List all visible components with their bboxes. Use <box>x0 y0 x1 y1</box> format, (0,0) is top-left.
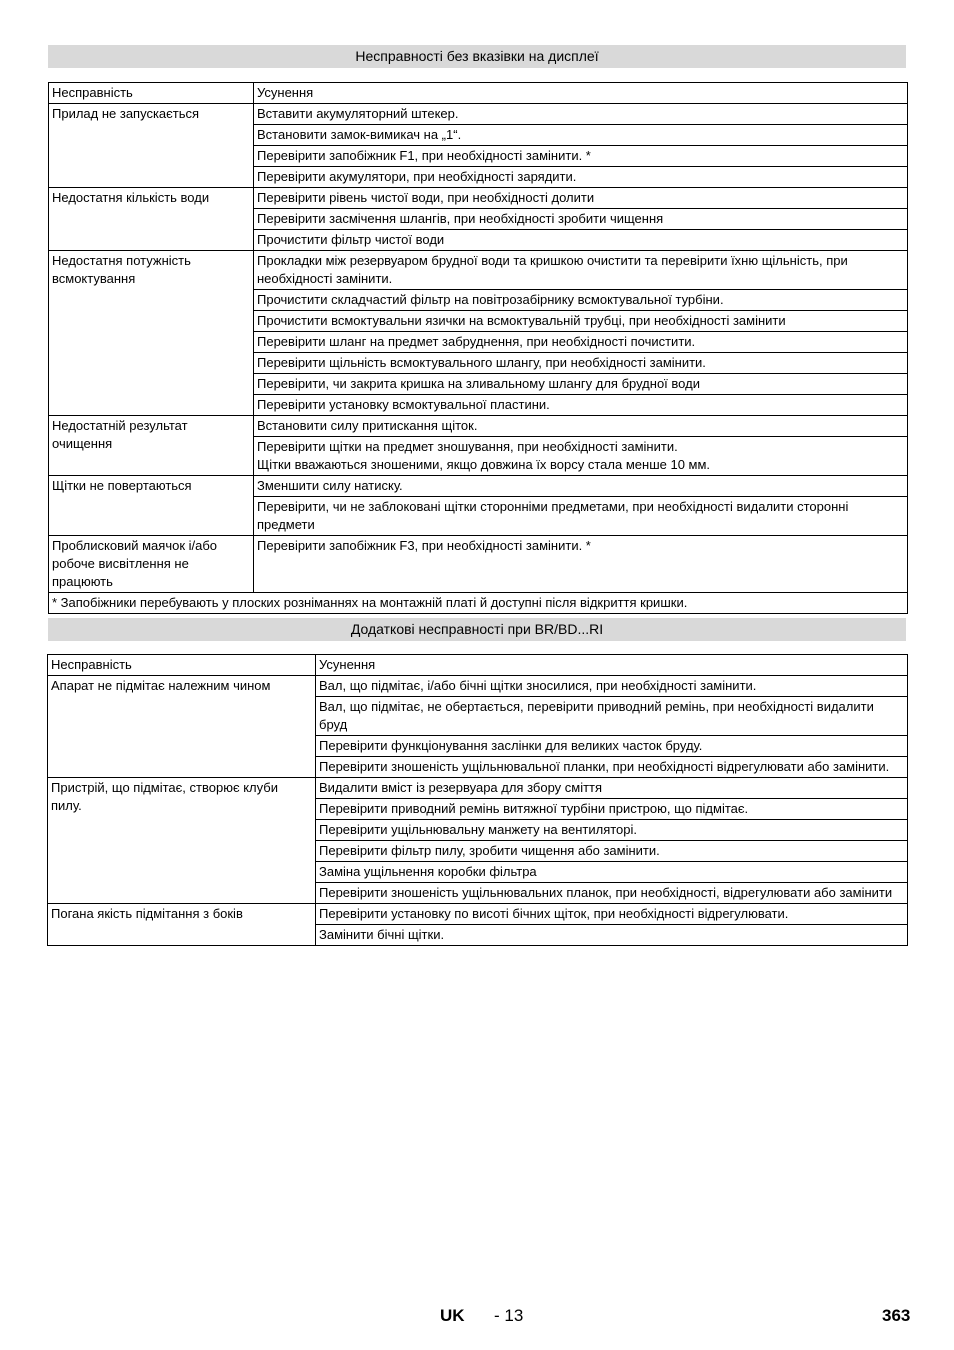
footnote: * Запобіжники перебувають у плоских розніманнях на монтажній платі й доступні після відкриття кришки. <box>49 593 908 614</box>
table-row <box>48 676 908 697</box>
table-row <box>48 904 908 925</box>
fault-cell: Пристрій, що підмітає, створює клуби пилу. <box>48 778 316 904</box>
footer-local-page: - 13 <box>494 1306 524 1325</box>
remedy-cell: Перевірити шланг на предмет забруднення, при необхідності почистити. <box>254 332 908 353</box>
remedy-cell: Перевірити зношеність ущільнювальної планки, при необхідності відрегулювати або замінити. <box>316 757 908 778</box>
remedy-cell: Перевірити установку всмоктувальної пластини. <box>254 395 908 416</box>
table-row <box>49 251 908 290</box>
footer-language: UK <box>440 1306 465 1325</box>
remedy-cell: Перевірити, чи закрита кришка на зливальному шлангу для брудної води <box>254 374 908 395</box>
remedy-cell: Зменшити силу натиску. <box>254 476 908 497</box>
faults-table-body <box>49 83 908 614</box>
table-row <box>49 416 908 437</box>
remedy-cell: Перевірити приводний ремінь витяжної турбіни пристрою, що підмітає. <box>316 799 908 820</box>
fault-cell: Щітки не повертаються <box>49 476 254 536</box>
section-heading-additional-faults: Додаткові несправності при BR/BD...RI <box>48 618 906 641</box>
header-remedy: Усунення <box>254 83 908 104</box>
fault-cell: Погана якість підмітання з боків <box>48 904 316 946</box>
table-row <box>49 536 908 593</box>
fault-cell: Недостатня потужність всмоктування <box>49 251 254 416</box>
remedy-cell: Перевірити установку по висоті бічних щіток, при необхідності відрегулювати. <box>316 904 908 925</box>
remedy-cell: Перевірити рівень чистої води, при необхідності долити <box>254 188 908 209</box>
remedy-cell: Перевірити засмічення шлангів, при необхідності зробити чищення <box>254 209 908 230</box>
header-fault: Несправність <box>48 655 316 676</box>
table-row <box>49 476 908 497</box>
header-fault: Несправність <box>49 83 254 104</box>
additional-faults-table <box>47 654 908 946</box>
remedy-cell: Встановити замок-вимикач на „1“. <box>254 125 908 146</box>
table-row <box>48 778 908 799</box>
remedy-cell: Прочистити складчастий фільтр на повітрозабірнику всмоктувальної турбіни. <box>254 290 908 311</box>
remedy-cell: Перевірити щільність всмоктувального шлангу, при необхідності замінити. <box>254 353 908 374</box>
remedy-cell: Заміна ущільнення коробки фільтра <box>316 862 908 883</box>
footnote-row <box>49 593 908 614</box>
header-remedy: Усунення <box>316 655 908 676</box>
remedy-cell: Встановити силу притискання щіток. <box>254 416 908 437</box>
remedy-cell: Вал, що підмітає, і/або бічні щітки зносилися, при необхідності замінити. <box>316 676 908 697</box>
remedy-cell: Перевірити запобіжник F1, при необхідності замінити. * <box>254 146 908 167</box>
fault-cell: Проблисковий маячок і/або робоче висвітлення не працюють <box>49 536 254 593</box>
table-row <box>49 188 908 209</box>
remedy-cell: Перевірити запобіжник F3, при необхідності замінити. * <box>254 536 908 593</box>
table-header-row <box>49 83 908 104</box>
remedy-cell: Перевірити ущільнювальну манжету на вентиляторі. <box>316 820 908 841</box>
section-heading-display-faults: Несправності без вказівки на дисплеї <box>48 45 906 68</box>
fault-cell: Недостатня кількість води <box>49 188 254 251</box>
fault-cell: Недостатній результат очищення <box>49 416 254 476</box>
remedy-cell: Прочистити всмоктувальни язички на всмоктувальній трубці, при необхідності замінити <box>254 311 908 332</box>
remedy-cell: Замінити бічні щітки. <box>316 925 908 946</box>
remedy-cell: Перевірити зношеність ущільнювальних планок, при необхідності, відрегулювати або замінити <box>316 883 908 904</box>
table-row <box>49 104 908 125</box>
footer-page-number: 363 <box>882 1306 911 1325</box>
remedy-cell: Вставити акумуляторний штекер. <box>254 104 908 125</box>
additional-faults-table-body <box>48 655 908 946</box>
remedy-cell: Прочистити фільтр чистої води <box>254 230 908 251</box>
remedy-cell: Перевірити акумулятори, при необхідності зарядити. <box>254 167 908 188</box>
table-header-row <box>48 655 908 676</box>
remedy-cell: Перевірити функціонування заслінки для великих часток бруду. <box>316 736 908 757</box>
faults-table <box>48 82 908 614</box>
remedy-cell: Перевірити щітки на предмет зношування, при необхідності замінити. Щітки вважаються зношеними, якщо довжина їх ворсу стала менше 10 мм. <box>254 437 908 476</box>
remedy-cell: Перевірити, чи не заблоковані щітки сторонніми предметами, при необхідності видалити сторонні предмети <box>254 497 908 536</box>
fault-cell: Прилад не запускається <box>49 104 254 188</box>
remedy-cell: Прокладки між резервуаром брудної води та кришкою очистити та перевірити їхню щільність, при необхідності замінити. <box>254 251 908 290</box>
remedy-cell: Видалити вміст із резервуара для збору сміття <box>316 778 908 799</box>
fault-cell: Апарат не підмітає належним чином <box>48 676 316 778</box>
remedy-cell: Перевірити фільтр пилу, зробити чищення або замінити. <box>316 841 908 862</box>
remedy-cell: Вал, що підмітає, не обертається, перевірити приводний ремінь, при необхідності видалити бруд <box>316 697 908 736</box>
